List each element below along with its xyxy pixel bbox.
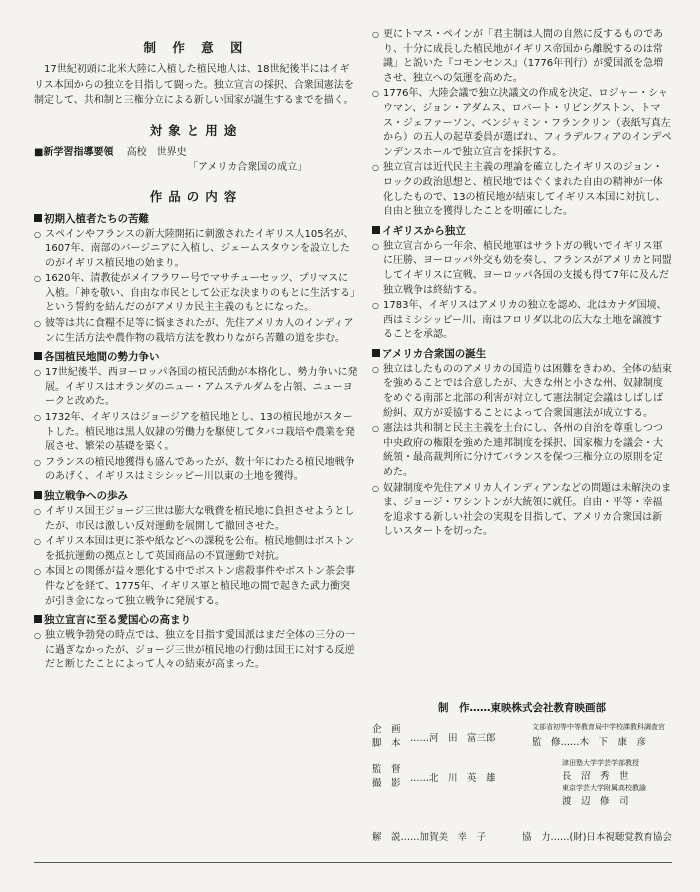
square-bullet-icon xyxy=(34,491,42,499)
credit-production: 制 作……東映株式会社教育映画部 xyxy=(438,702,606,714)
bullet-item: ○ イギリス本国は更に茶や紙などへの課税を公布。植民地側はボストンを抵抗運動の拠点として英国商品の不買運動で対抗。 xyxy=(34,535,358,564)
bottom-rule xyxy=(34,862,672,863)
supervision-label: 監 修 xyxy=(532,737,561,748)
right-column xyxy=(372,28,672,541)
section xyxy=(372,223,672,343)
adviser2-name: 渡 辺 修 司 xyxy=(562,796,629,807)
bullet-item: ○ 独立宣言は近代民主主義の理論を確立したイギリスのジョン・ロックの政治思想と、植民地ではぐくまれた自由の精神が一体化したもので、13の植民地が結束してイギリス本国に対抗し、自由と独立を獲得したことを明確にした。 xyxy=(372,161,672,219)
narration-credit: 解 説……加賀美 幸 子 xyxy=(372,832,487,843)
target-title: 対象と用途 xyxy=(149,122,243,138)
target-guide xyxy=(34,145,358,160)
section-heading: 初期入植者たちの苦難 xyxy=(34,211,358,227)
section-heading: 各国植民地間の勢力争い xyxy=(34,349,358,365)
section xyxy=(34,488,358,609)
bullet-item: ○ 独立はしたもののアメリカの国造りは困難をきわめ、全体の結束を強めることでは合意したが、大きな州と小さな州、奴隷制度をめぐる南部と北部の利害が対立して憲法制定会議はしばしば紛糾、双方が妥協することによって合衆国憲法が成立する。 xyxy=(372,363,672,421)
bullet-item: ○ フランスの植民地獲得も盛んであったが、数十年にわたる植民地戦争のあげく、イギリスはミシシッピー川以東の土地を獲得。 xyxy=(34,456,358,485)
section-heading: アメリカ合衆国の誕生 xyxy=(372,346,672,362)
intro-text: 17世紀初頭に北米大陸に入植した植民地人は、18世紀後半にはイギリス本国からの独立を目指して闘った。独立宣言の採択、合衆国憲法を制定して、共和制と三権分立による新しい国家が誕生するまでを描く。 xyxy=(34,64,354,106)
bullet-item: ○ 17世紀後半、西ヨーロッパ各国の植民活動が本格化し、勢力争いに発展。イギリスはオランダのニュー・アムステルダムを占領、ニューヨークと改めた。 xyxy=(34,366,358,410)
bullet-item: ○ 独立宣言から一年余、植民地軍はサラトガの戦いでイギリス軍に圧勝、ヨーロッパ外交も効を奏し、フランスがアメリカと同盟してイギリスに宣戦、ヨーロッパ各国の支援も得て7年に及んだ独立戦争は終結する。 xyxy=(372,240,672,298)
camera-label: 撮 影 xyxy=(372,778,401,789)
bullet-item: ○ 独立戦争勃発の時点では、独立を目指す愛国派はまだ全体の三分の一に過ぎなかったが、ジョージ三世が植民地の行動は国王に対する反逆だと断じたことによって人々の結束が高まった。 xyxy=(34,629,358,673)
bullet-item: ○ 奴隷制度や先住アメリカ人インディアンなどの問題は未解決のまま、ジョージ・ワシントンが大統領に就任。自由・平等・幸福を追求する新しい社会の実現を目指して、アメリカ合衆国は新しいスタートを切った。 xyxy=(372,482,672,540)
director-label: 監 督 xyxy=(372,764,401,775)
square-bullet-icon xyxy=(34,214,42,222)
section xyxy=(372,346,672,540)
credit-row-planning xyxy=(372,723,672,757)
bullet-item: ○ 1783年、イギリスはアメリカの独立を認め、北はカナダ国境、西はミシシッピー川、南はフロリダ以北の広大な土地を譲渡することを承認。 xyxy=(372,299,672,343)
section xyxy=(34,349,358,485)
bullet-item: ○ 1732年、イギリスはジョージアを植民地とし、13の植民地がスタートした。植民地は黒人奴隷の労働力を駆使してタバコ栽培や農業を発展させ、繁栄の基礎を築く。 xyxy=(34,411,358,455)
bullet-item: ○ 1620年、清教徒がメイフラワー号でマサチューセッツ、プリマスに入植。「神を敬い、自由な市民として公正な決まりのもとに生活する」という誓約を結んだのがアメリカ民主主義のもとになった。 xyxy=(34,272,358,316)
adviser2-affiliation: 東京学芸大学附属高校教諭 xyxy=(562,784,646,792)
bullet-item: ○ 1776年、大陸会議で独立決議文の作成を決定、ロジャー・シャウマン、ジョン・アダムス、ロバート・リビングストン、トマス・ジェファーソン、ベンジャミン・フランクリン（表紙写真左から）の五人の起草委員が選ばれ、フィラデルフィアのインデペンデンスホールで独立宣言を採択する。 xyxy=(372,87,672,160)
supervision-name: ……木 下 康 彦 xyxy=(560,737,647,748)
square-bullet-icon xyxy=(372,349,380,357)
section-heading: 独立戦争への歩み xyxy=(34,488,358,504)
credits xyxy=(372,700,672,847)
section xyxy=(34,211,358,347)
bullet-item: ○ 憲法は共和制と民主主義を土台にし、各州の自治を尊重しつつ中央政府の権限を強めた連邦制度を採択、国家権力を議会・大統領・最高裁判所に分けてバランスを保つ三権分立の原則を定めた。 xyxy=(372,422,672,480)
square-bullet-icon xyxy=(34,615,42,623)
bullet-item: ○ スペインやフランスの新大陸開拓に刺激されたイギリス人105名が、1607年、南部のバージニアに入植し、ジェームスタウンを設立したのがイギリス植民地の始まり。 xyxy=(34,228,358,272)
target-label: ■新学習指導要領 xyxy=(34,146,114,158)
credit-row-director xyxy=(372,759,672,819)
contents-title: 作品の内容 xyxy=(149,188,243,204)
cooperation-credit: 協 力……(財)日本視聴覚教育協会 xyxy=(522,832,672,843)
bullet-item: ○ 彼等は共に食糧不足等に悩まされたが、先住アメリカ人のインディアンに生活方法や農作物の栽培方法を教わりながら苦難の道を歩む。 xyxy=(34,317,358,346)
planning-label: 企 画 xyxy=(372,724,401,735)
section-heading: イギリスから独立 xyxy=(372,223,672,239)
section-heading: 独立宣言に至る愛国心の高まり xyxy=(34,612,358,628)
bullet-item: ○ 本国との関係が益々悪化する中でボストン虐殺事件やボストン茶会事件などを経て、1775年、イギリス軍と植民地の間で起きた武力衝突が引き金になって独立戦争に発展する。 xyxy=(34,565,358,609)
adviser1-affiliation: 津田塾大学学芸学部教授 xyxy=(562,759,639,767)
script-label: 脚 本 xyxy=(372,738,401,749)
square-bullet-icon xyxy=(34,352,42,360)
credit-row-narration xyxy=(372,829,672,847)
supervision-affiliation: 文部省初等中等教育局中学校課教科調査官 xyxy=(532,723,665,731)
target-sub: 「アメリカ合衆国の成立」 xyxy=(188,161,308,173)
square-bullet-icon xyxy=(372,226,380,234)
intro-title: 制 作 意 図 xyxy=(143,40,249,55)
bullet-item: ○ 更にトマス・ペインが「君主制は人間の自然に反するものであり、十分に成長した植民地がイギリス帝国から離脱するのは常識」と説いた『コモンセンス』（1776年刊行）が愛国派を急増させ、独立への気運を高めた。 xyxy=(372,28,672,86)
planning-name: ……河 田 富三郎 xyxy=(410,733,496,744)
bullet-item: ○ イギリス国王ジョージ三世は膨大な戦費を植民地に負担させようとしたが、市民は激しい反対運動を展開して撤回させた。 xyxy=(34,505,358,534)
left-column xyxy=(34,24,358,674)
adviser1-name: 長 沼 秀 世 xyxy=(562,771,629,782)
section xyxy=(34,612,358,673)
target-value: 高校 世界史 xyxy=(126,146,187,158)
director-name: ……北 川 英 雄 xyxy=(410,773,496,784)
